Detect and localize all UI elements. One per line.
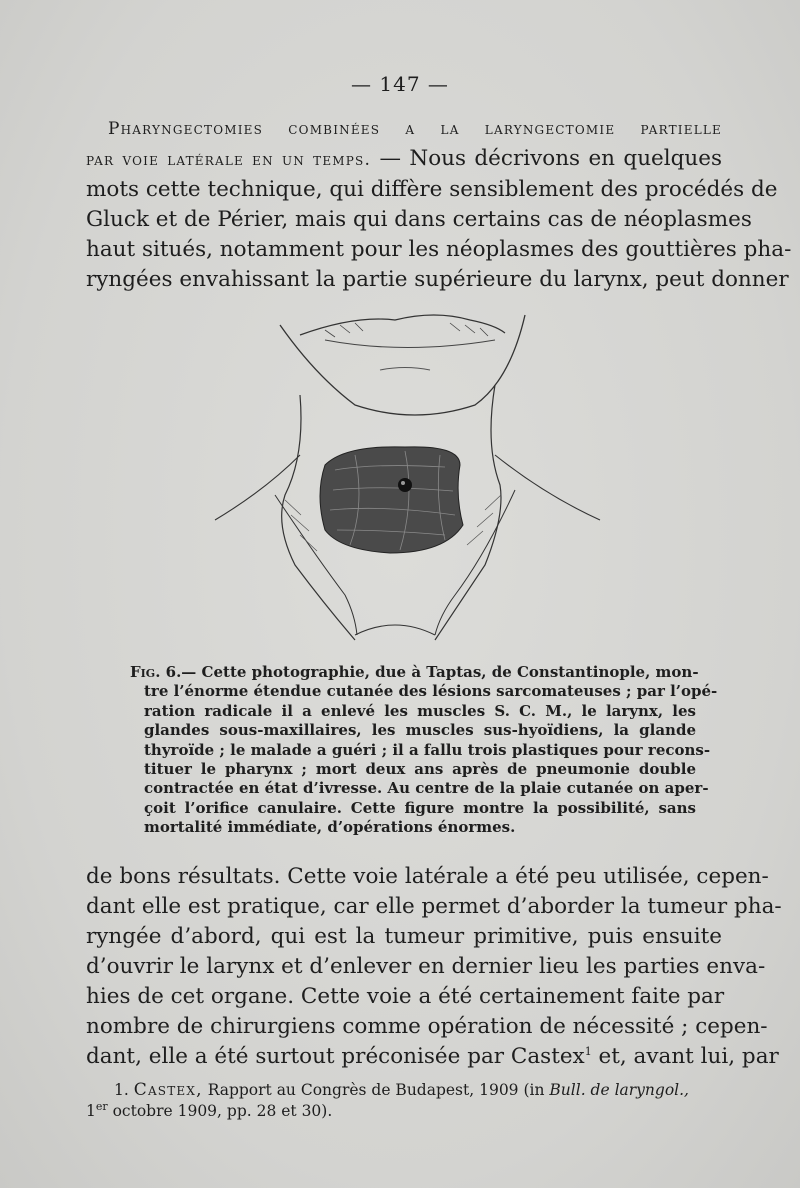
footnote-number: 1. bbox=[114, 1081, 129, 1099]
footnote-text-2: octobre 1909, pp. 28 et 30). bbox=[112, 1102, 333, 1120]
footnote bbox=[86, 1080, 746, 1122]
paragraph-2-line-7 bbox=[86, 1042, 779, 1072]
paragraph-1-line-3: mots cette technique, qui diffère sensiblement des procédés de bbox=[86, 177, 778, 202]
paragraph-1 bbox=[86, 114, 792, 295]
figure-caption bbox=[130, 663, 718, 838]
paragraph-2-line-5: hies de cet organe. Cette voie a été certainement faite par bbox=[86, 984, 725, 1009]
caption-line-9: mortalité immédiate, d’opérations énormes. bbox=[144, 818, 516, 837]
paragraph-1-line-2: par voie latérale en un temps. — Nous décrivons en quelques bbox=[86, 146, 723, 171]
footnote-text-1: Rapport au Congrès de Budapest, 1909 (in bbox=[207, 1081, 545, 1099]
paragraph-2-line-2: dant elle est pratique, car elle permet d’aborder la tumeur pha- bbox=[86, 894, 782, 919]
caption-line-1 bbox=[130, 663, 699, 682]
footnote-ref: 1 bbox=[584, 1044, 592, 1058]
paragraph-2-line-1: de bons résultats. Cette voie latérale a été peu utilisée, cepen- bbox=[86, 864, 769, 889]
paragraph-2-line-7-text: dant, elle a été surtout préconisée par Castex bbox=[86, 1044, 585, 1069]
section-heading: Pharyngectomies combinées a la laryngectomie partielle bbox=[108, 119, 722, 139]
footnote-line-2 bbox=[86, 1101, 746, 1122]
paragraph-1-line-6: ryngées envahissant la partie supérieure du larynx, peut donner bbox=[86, 267, 789, 292]
caption-line-8: çoit l’orifice canulaire. Cette figure montre la possibilité, sans bbox=[144, 798, 696, 817]
footnote-journal: Bull. de laryngol., bbox=[549, 1081, 689, 1099]
footnote-date-sup: er bbox=[95, 1099, 108, 1113]
neck-lesion-illustration bbox=[205, 295, 625, 655]
page-number: — 147 — bbox=[351, 72, 449, 96]
caption-line-3: ration radicale il a enlevé les muscles S. C. M., le larynx, les bbox=[144, 701, 696, 720]
paragraph-2-line-6: nombre de chirurgiens comme opération de nécessité ; cepen- bbox=[86, 1014, 768, 1039]
figure-label: Fig. 6.— bbox=[130, 663, 197, 681]
caption-line-4: glandes sous-maxillaires, les muscles sus-hyoïdiens, la glande bbox=[144, 721, 696, 740]
caption-line-7: contractée en état d’ivresse. Au centre de la plaie cutanée on aper- bbox=[144, 779, 709, 798]
paragraph-1-line-4: Gluck et de Périer, mais qui dans certains cas de néoplasmes bbox=[86, 207, 752, 232]
caption-line-5: thyroïde ; le malade a guéri ; il a fallu trois plastiques pour recons- bbox=[144, 740, 711, 759]
paragraph-2-line-4: d’ouvrir le larynx et d’enlever en dernier lieu les parties enva- bbox=[86, 954, 766, 979]
paragraph-2-line-7-end: et, avant lui, par bbox=[591, 1044, 779, 1069]
paragraph-2-line-3: ryngée d’abord, qui est la tumeur primitive, puis ensuite bbox=[86, 924, 722, 949]
paragraph-1-line-5: haut situés, notamment pour les néoplasmes des gouttières pha- bbox=[86, 237, 792, 262]
footnote-author: Castex, bbox=[133, 1080, 203, 1100]
heading-continuation: par voie latérale en un temps. bbox=[86, 150, 372, 170]
caption-line-1-text: Cette photographie, due à Taptas, de Constantinople, mon- bbox=[201, 663, 699, 681]
footnote-date-num: 1 bbox=[86, 1102, 96, 1120]
paragraph-2 bbox=[86, 862, 782, 1072]
caption-line-6: tituer le pharynx ; mort deux ans après de pneumonie double bbox=[144, 760, 696, 779]
caption-line-2: tre l’énorme étendue cutanée des lésions sarcomateuses ; par l’opé- bbox=[144, 682, 718, 701]
footnote-line-1 bbox=[86, 1080, 746, 1101]
